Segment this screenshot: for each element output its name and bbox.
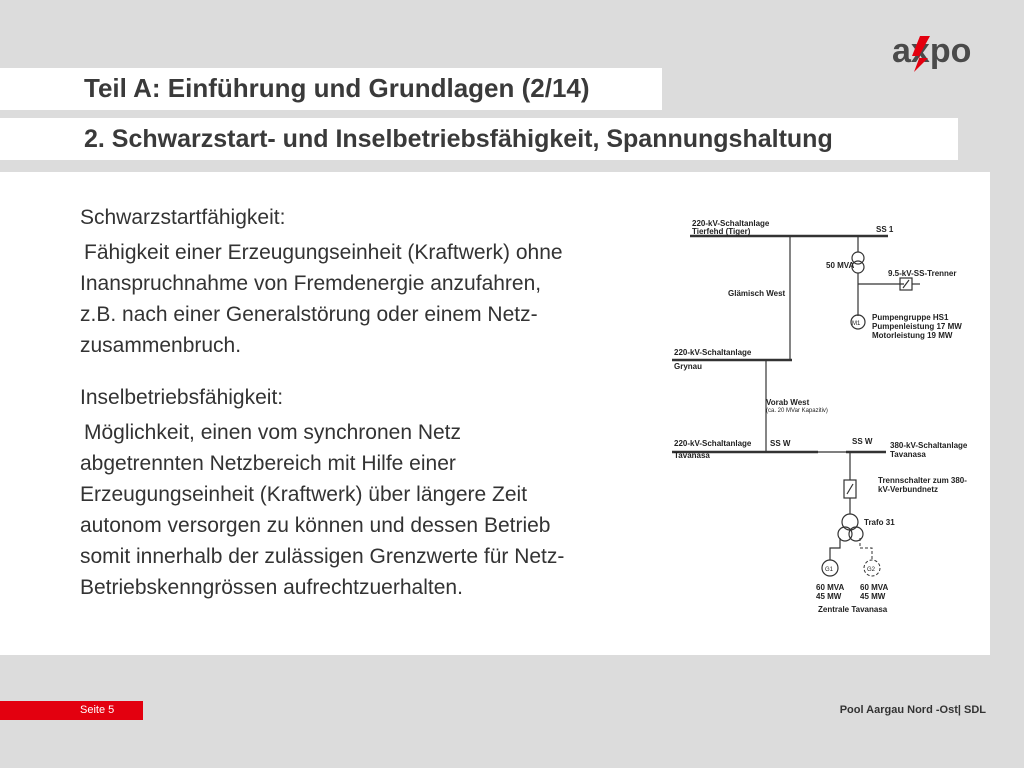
content-area: [0, 172, 990, 655]
page-subtitle: 2. Schwarzstart- und Inselbetriebsfähigkeit, Spannungshaltung: [84, 125, 833, 153]
label-ssw-left: SS W: [770, 439, 791, 448]
trennschalter-blade: [847, 484, 853, 494]
label-g2: G2: [867, 567, 876, 573]
label-trenner: 9.5-kV-SS-Trenner: [888, 269, 957, 278]
section2-line: Betriebskenngrössen aufrechtzuerhalten.: [80, 576, 463, 599]
label-g1-mva: 60 MVA: [816, 583, 845, 592]
label-tierfehd-1: 220-kV-Schaltanlage: [692, 219, 770, 228]
section2-line: Möglichkeit, einen vom synchronen Netz: [84, 421, 462, 444]
footer-page-bar: [0, 701, 143, 720]
label-g2-mva: 60 MVA: [860, 583, 889, 592]
label-tav220-1: 220-kV-Schaltanlage: [674, 439, 752, 448]
label-tav220-2: Tavanasa: [674, 451, 710, 460]
title-bar: [0, 68, 662, 110]
axpo-logo: [890, 28, 994, 74]
section1-line: zusammenbruch.: [80, 334, 242, 357]
section2-line: Erzeugungseinheit (Kraftwerk) über längere Zeit: [80, 483, 528, 506]
label-tav380-1: 380-kV-Schaltanlage: [890, 441, 968, 450]
label-g1: G1: [825, 567, 834, 573]
label-ss1: SS 1: [876, 225, 894, 234]
page-title: Teil A: Einführung und Grundlagen (2/14): [84, 73, 590, 103]
section1-line: Fähigkeit einer Erzeugungseinheit (Kraftwerk) ohne: [84, 241, 563, 264]
section1-heading: Schwarzstartfähigkeit:: [80, 206, 286, 229]
label-glaemisch: Glämisch West: [728, 289, 786, 298]
label-pumpen-3: Motorleistung 19 MW: [872, 331, 953, 340]
section1-line: Inanspruchnahme von Fremdenergie anzufahren,: [80, 272, 542, 295]
logo-text: axpo: [892, 32, 972, 70]
label-g2-mw: 45 MW: [860, 592, 886, 601]
label-tav380-2: Tavanasa: [890, 450, 926, 459]
label-pumpen-1: Pumpengruppe HS1: [872, 313, 949, 322]
label-pumpen-2: Pumpenleistung 17 MW: [872, 322, 962, 331]
footer-text: Pool Aargau Nord -Ost| SDL: [839, 704, 986, 716]
subtitle-bar: [0, 118, 958, 160]
section2-heading: Inselbetriebsfähigkeit:: [80, 386, 284, 409]
label-trennschalter-1: Trennschalter zum 380-: [878, 476, 967, 485]
label-vorab-1: Vorab West: [766, 398, 810, 407]
section2-line: abgetrennten Netzbereich mit Hilfe einer: [80, 452, 456, 475]
label-trennschalter-2: kV-Verbundnetz: [878, 485, 939, 494]
label-zentrale: Zentrale Tavanasa: [818, 605, 888, 614]
label-trafo31: Trafo 31: [864, 518, 895, 527]
label-m1: M1: [852, 321, 861, 327]
label-vorab-2: (ca. 20 MVar Kapazitiv): [766, 408, 828, 414]
line-to-g2: [860, 538, 872, 560]
label-grynau-2: Grynau: [674, 362, 703, 371]
text-block: [80, 202, 680, 603]
section2-line: somit innerhalb der zulässigen Grenzwerte für Netz-: [80, 545, 565, 568]
label-tierfehd-2: Tierfehd (Tiger): [692, 227, 751, 236]
trafo31-coil-right: [849, 527, 863, 541]
label-g1-mw: 45 MW: [816, 592, 842, 601]
label-50mva: 50 MVA: [826, 261, 855, 270]
page-number: Seite 5: [80, 704, 115, 716]
line-to-g1: [830, 538, 840, 560]
label-ssw-right: SS W: [852, 437, 873, 446]
label-grynau-1: 220-kV-Schaltanlage: [674, 348, 752, 357]
section2-line: autonom versorgen zu können und dessen Betrieb: [80, 514, 551, 537]
section1-line: z.B. nach einer Generalstörung oder einem Netz-: [80, 303, 538, 326]
single-line-diagram: [668, 216, 978, 636]
